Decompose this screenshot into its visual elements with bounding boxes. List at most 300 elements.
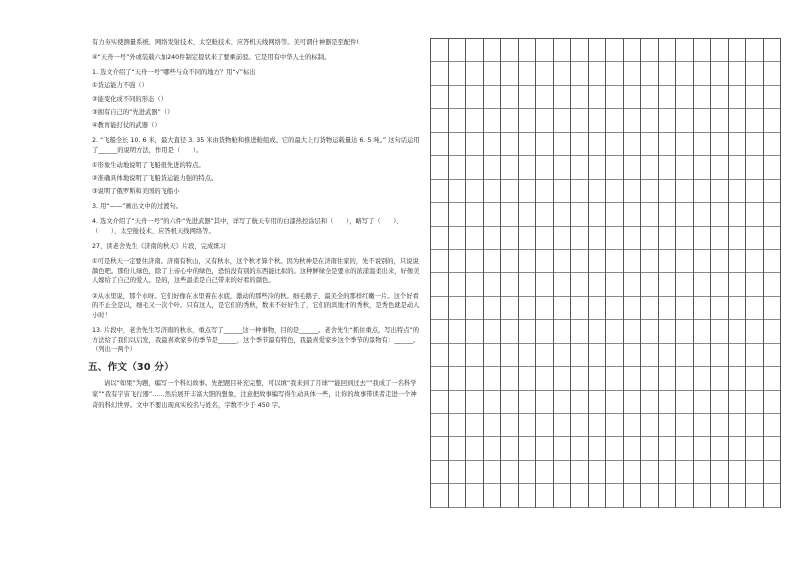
writing-cell[interactable]: [519, 203, 537, 226]
writing-cell[interactable]: [606, 367, 624, 390]
writing-cell[interactable]: [501, 109, 519, 132]
writing-cell[interactable]: [641, 484, 659, 507]
writing-cell[interactable]: [431, 414, 449, 437]
writing-cell[interactable]: [431, 203, 449, 226]
writing-cell[interactable]: [536, 133, 554, 156]
writing-cell[interactable]: [466, 156, 484, 179]
writing-cell[interactable]: [589, 461, 607, 484]
writing-cell[interactable]: [676, 461, 694, 484]
writing-cell[interactable]: [729, 133, 747, 156]
writing-cell[interactable]: [501, 156, 519, 179]
writing-cell[interactable]: [764, 344, 782, 367]
writing-cell[interactable]: [589, 203, 607, 226]
writing-cell[interactable]: [641, 62, 659, 85]
writing-cell[interactable]: [624, 273, 642, 296]
writing-cell[interactable]: [571, 437, 589, 460]
writing-cell[interactable]: [676, 133, 694, 156]
writing-cell[interactable]: [746, 344, 764, 367]
writing-cell[interactable]: [431, 320, 449, 343]
writing-cell[interactable]: [519, 109, 537, 132]
writing-cell[interactable]: [764, 203, 782, 226]
writing-cell[interactable]: [659, 227, 677, 250]
writing-cell[interactable]: [746, 367, 764, 390]
writing-cell[interactable]: [746, 39, 764, 62]
writing-cell[interactable]: [764, 39, 782, 62]
writing-cell[interactable]: [571, 320, 589, 343]
writing-cell[interactable]: [641, 250, 659, 273]
writing-cell[interactable]: [659, 86, 677, 109]
writing-cell[interactable]: [431, 297, 449, 320]
writing-cell[interactable]: [449, 109, 467, 132]
writing-cell[interactable]: [729, 273, 747, 296]
writing-cell[interactable]: [519, 227, 537, 250]
writing-cell[interactable]: [536, 320, 554, 343]
writing-cell[interactable]: [484, 227, 502, 250]
writing-cell[interactable]: [484, 344, 502, 367]
writing-cell[interactable]: [624, 367, 642, 390]
writing-cell[interactable]: [501, 250, 519, 273]
writing-cell[interactable]: [536, 391, 554, 414]
writing-cell[interactable]: [589, 86, 607, 109]
writing-cell[interactable]: [694, 297, 712, 320]
writing-cell[interactable]: [466, 367, 484, 390]
writing-cell[interactable]: [571, 367, 589, 390]
writing-cell[interactable]: [659, 250, 677, 273]
writing-cell[interactable]: [659, 297, 677, 320]
writing-cell[interactable]: [641, 367, 659, 390]
writing-cell[interactable]: [536, 367, 554, 390]
writing-cell[interactable]: [571, 86, 589, 109]
writing-cell[interactable]: [449, 62, 467, 85]
writing-cell[interactable]: [431, 461, 449, 484]
writing-cell[interactable]: [571, 62, 589, 85]
writing-cell[interactable]: [449, 133, 467, 156]
writing-cell[interactable]: [431, 86, 449, 109]
writing-cell[interactable]: [431, 227, 449, 250]
writing-cell[interactable]: [624, 344, 642, 367]
writing-cell[interactable]: [746, 414, 764, 437]
writing-cell[interactable]: [536, 39, 554, 62]
writing-cell[interactable]: [571, 273, 589, 296]
writing-cell[interactable]: [536, 109, 554, 132]
writing-cell[interactable]: [571, 297, 589, 320]
writing-cell[interactable]: [641, 344, 659, 367]
writing-cell[interactable]: [519, 367, 537, 390]
writing-cell[interactable]: [484, 391, 502, 414]
writing-cell[interactable]: [466, 109, 484, 132]
writing-cell[interactable]: [589, 133, 607, 156]
writing-cell[interactable]: [484, 273, 502, 296]
writing-cell[interactable]: [449, 320, 467, 343]
writing-cell[interactable]: [729, 320, 747, 343]
writing-cell[interactable]: [519, 461, 537, 484]
writing-cell[interactable]: [466, 484, 484, 507]
writing-cell[interactable]: [466, 391, 484, 414]
writing-cell[interactable]: [571, 484, 589, 507]
writing-cell[interactable]: [501, 39, 519, 62]
writing-cell[interactable]: [519, 437, 537, 460]
writing-cell[interactable]: [711, 367, 729, 390]
writing-cell[interactable]: [484, 437, 502, 460]
writing-cell[interactable]: [694, 320, 712, 343]
writing-cell[interactable]: [536, 86, 554, 109]
writing-cell[interactable]: [536, 437, 554, 460]
writing-cell[interactable]: [659, 203, 677, 226]
writing-cell[interactable]: [519, 414, 537, 437]
writing-cell[interactable]: [606, 86, 624, 109]
writing-cell[interactable]: [501, 297, 519, 320]
writing-cell[interactable]: [589, 227, 607, 250]
writing-cell[interactable]: [536, 203, 554, 226]
writing-cell[interactable]: [536, 156, 554, 179]
writing-cell[interactable]: [466, 320, 484, 343]
writing-cell[interactable]: [519, 297, 537, 320]
writing-cell[interactable]: [484, 320, 502, 343]
writing-cell[interactable]: [659, 367, 677, 390]
writing-cell[interactable]: [606, 273, 624, 296]
writing-cell[interactable]: [729, 391, 747, 414]
writing-cell[interactable]: [659, 62, 677, 85]
writing-cell[interactable]: [554, 203, 572, 226]
writing-cell[interactable]: [711, 203, 729, 226]
writing-cell[interactable]: [624, 391, 642, 414]
writing-cell[interactable]: [501, 133, 519, 156]
writing-cell[interactable]: [606, 133, 624, 156]
writing-cell[interactable]: [554, 437, 572, 460]
writing-cell[interactable]: [571, 391, 589, 414]
writing-cell[interactable]: [536, 461, 554, 484]
writing-cell[interactable]: [729, 109, 747, 132]
writing-cell[interactable]: [431, 437, 449, 460]
writing-cell[interactable]: [449, 86, 467, 109]
writing-cell[interactable]: [676, 250, 694, 273]
writing-cell[interactable]: [571, 250, 589, 273]
writing-cell[interactable]: [536, 414, 554, 437]
writing-cell[interactable]: [711, 227, 729, 250]
writing-cell[interactable]: [694, 86, 712, 109]
writing-cell[interactable]: [449, 39, 467, 62]
writing-cell[interactable]: [449, 180, 467, 203]
writing-cell[interactable]: [641, 109, 659, 132]
writing-cell[interactable]: [659, 344, 677, 367]
writing-cell[interactable]: [764, 227, 782, 250]
writing-cell[interactable]: [606, 437, 624, 460]
writing-cell[interactable]: [554, 39, 572, 62]
writing-cell[interactable]: [624, 461, 642, 484]
writing-cell[interactable]: [729, 250, 747, 273]
writing-cell[interactable]: [729, 227, 747, 250]
writing-cell[interactable]: [676, 297, 694, 320]
writing-cell[interactable]: [659, 391, 677, 414]
writing-cell[interactable]: [729, 414, 747, 437]
writing-cell[interactable]: [466, 39, 484, 62]
writing-cell[interactable]: [676, 203, 694, 226]
writing-cell[interactable]: [764, 133, 782, 156]
writing-cell[interactable]: [589, 250, 607, 273]
writing-cell[interactable]: [431, 39, 449, 62]
writing-cell[interactable]: [449, 344, 467, 367]
writing-cell[interactable]: [624, 86, 642, 109]
writing-cell[interactable]: [729, 461, 747, 484]
writing-cell[interactable]: [659, 273, 677, 296]
writing-cell[interactable]: [624, 484, 642, 507]
writing-cell[interactable]: [501, 437, 519, 460]
writing-cell[interactable]: [519, 156, 537, 179]
writing-cell[interactable]: [746, 156, 764, 179]
writing-cell[interactable]: [449, 273, 467, 296]
writing-cell[interactable]: [606, 461, 624, 484]
writing-cell[interactable]: [571, 156, 589, 179]
writing-cell[interactable]: [764, 484, 782, 507]
writing-cell[interactable]: [641, 227, 659, 250]
writing-cell[interactable]: [589, 344, 607, 367]
writing-cell[interactable]: [519, 62, 537, 85]
writing-cell[interactable]: [746, 320, 764, 343]
writing-cell[interactable]: [711, 180, 729, 203]
writing-cell[interactable]: [694, 62, 712, 85]
writing-cell[interactable]: [554, 320, 572, 343]
writing-cell[interactable]: [571, 180, 589, 203]
writing-cell[interactable]: [729, 484, 747, 507]
writing-cell[interactable]: [431, 250, 449, 273]
writing-cell[interactable]: [431, 273, 449, 296]
writing-cell[interactable]: [554, 227, 572, 250]
writing-cell[interactable]: [624, 320, 642, 343]
writing-cell[interactable]: [764, 461, 782, 484]
writing-cell[interactable]: [764, 250, 782, 273]
writing-cell[interactable]: [606, 109, 624, 132]
writing-cell[interactable]: [659, 156, 677, 179]
writing-cell[interactable]: [641, 320, 659, 343]
writing-cell[interactable]: [624, 180, 642, 203]
writing-cell[interactable]: [466, 180, 484, 203]
writing-cell[interactable]: [606, 391, 624, 414]
writing-cell[interactable]: [624, 109, 642, 132]
writing-cell[interactable]: [589, 437, 607, 460]
writing-cell[interactable]: [519, 273, 537, 296]
writing-cell[interactable]: [641, 391, 659, 414]
writing-cell[interactable]: [711, 109, 729, 132]
writing-cell[interactable]: [624, 133, 642, 156]
writing-cell[interactable]: [484, 414, 502, 437]
writing-cell[interactable]: [624, 297, 642, 320]
writing-cell[interactable]: [659, 484, 677, 507]
writing-cell[interactable]: [624, 250, 642, 273]
writing-cell[interactable]: [746, 273, 764, 296]
writing-cell[interactable]: [484, 156, 502, 179]
writing-cell[interactable]: [711, 250, 729, 273]
writing-cell[interactable]: [501, 344, 519, 367]
writing-cell[interactable]: [711, 391, 729, 414]
writing-cell[interactable]: [694, 180, 712, 203]
writing-cell[interactable]: [431, 109, 449, 132]
writing-cell[interactable]: [729, 203, 747, 226]
writing-cell[interactable]: [449, 227, 467, 250]
writing-cell[interactable]: [676, 62, 694, 85]
writing-cell[interactable]: [676, 344, 694, 367]
writing-cell[interactable]: [764, 273, 782, 296]
writing-cell[interactable]: [641, 156, 659, 179]
writing-cell[interactable]: [484, 109, 502, 132]
writing-cell[interactable]: [711, 344, 729, 367]
writing-cell[interactable]: [466, 414, 484, 437]
writing-cell[interactable]: [746, 203, 764, 226]
writing-cell[interactable]: [676, 437, 694, 460]
writing-cell[interactable]: [606, 156, 624, 179]
writing-cell[interactable]: [519, 391, 537, 414]
writing-cell[interactable]: [501, 203, 519, 226]
writing-cell[interactable]: [501, 461, 519, 484]
writing-cell[interactable]: [484, 39, 502, 62]
writing-cell[interactable]: [466, 297, 484, 320]
writing-cell[interactable]: [694, 437, 712, 460]
writing-cell[interactable]: [746, 437, 764, 460]
writing-cell[interactable]: [746, 227, 764, 250]
writing-cell[interactable]: [729, 437, 747, 460]
writing-cell[interactable]: [676, 86, 694, 109]
writing-cell[interactable]: [764, 391, 782, 414]
writing-cell[interactable]: [536, 273, 554, 296]
writing-cell[interactable]: [694, 133, 712, 156]
writing-cell[interactable]: [431, 367, 449, 390]
writing-cell[interactable]: [484, 62, 502, 85]
writing-cell[interactable]: [606, 484, 624, 507]
writing-cell[interactable]: [466, 62, 484, 85]
writing-cell[interactable]: [536, 297, 554, 320]
writing-cell[interactable]: [449, 437, 467, 460]
writing-cell[interactable]: [711, 297, 729, 320]
writing-cell[interactable]: [711, 86, 729, 109]
writing-cell[interactable]: [449, 297, 467, 320]
writing-cell[interactable]: [536, 180, 554, 203]
writing-cell[interactable]: [641, 133, 659, 156]
writing-cell[interactable]: [554, 250, 572, 273]
writing-cell[interactable]: [729, 297, 747, 320]
writing-cell[interactable]: [729, 156, 747, 179]
writing-cell[interactable]: [571, 414, 589, 437]
writing-cell[interactable]: [466, 203, 484, 226]
writing-cell[interactable]: [484, 484, 502, 507]
writing-cell[interactable]: [694, 414, 712, 437]
writing-cell[interactable]: [484, 203, 502, 226]
writing-cell[interactable]: [764, 297, 782, 320]
writing-cell[interactable]: [501, 367, 519, 390]
writing-cell[interactable]: [624, 414, 642, 437]
writing-cell[interactable]: [694, 273, 712, 296]
writing-cell[interactable]: [764, 367, 782, 390]
writing-cell[interactable]: [536, 250, 554, 273]
writing-cell[interactable]: [466, 250, 484, 273]
writing-cell[interactable]: [711, 437, 729, 460]
writing-cell[interactable]: [501, 414, 519, 437]
writing-cell[interactable]: [694, 156, 712, 179]
writing-cell[interactable]: [641, 273, 659, 296]
writing-cell[interactable]: [659, 109, 677, 132]
writing-cell[interactable]: [431, 62, 449, 85]
writing-cell[interactable]: [711, 156, 729, 179]
writing-cell[interactable]: [694, 109, 712, 132]
writing-cell[interactable]: [554, 273, 572, 296]
writing-cell[interactable]: [606, 180, 624, 203]
writing-cell[interactable]: [466, 461, 484, 484]
writing-cell[interactable]: [641, 180, 659, 203]
writing-cell[interactable]: [676, 109, 694, 132]
writing-cell[interactable]: [746, 133, 764, 156]
writing-cell[interactable]: [694, 39, 712, 62]
writing-cell[interactable]: [694, 203, 712, 226]
writing-cell[interactable]: [694, 227, 712, 250]
writing-cell[interactable]: [519, 250, 537, 273]
writing-cell[interactable]: [501, 484, 519, 507]
writing-cell[interactable]: [641, 461, 659, 484]
writing-cell[interactable]: [606, 344, 624, 367]
writing-cell[interactable]: [554, 62, 572, 85]
writing-cell[interactable]: [659, 461, 677, 484]
writing-cell[interactable]: [571, 39, 589, 62]
writing-cell[interactable]: [676, 156, 694, 179]
writing-cell[interactable]: [606, 320, 624, 343]
writing-cell[interactable]: [606, 250, 624, 273]
writing-cell[interactable]: [501, 320, 519, 343]
writing-cell[interactable]: [466, 227, 484, 250]
writing-cell[interactable]: [554, 156, 572, 179]
writing-cell[interactable]: [624, 203, 642, 226]
writing-cell[interactable]: [589, 62, 607, 85]
writing-cell[interactable]: [746, 250, 764, 273]
writing-cell[interactable]: [659, 414, 677, 437]
writing-cell[interactable]: [764, 86, 782, 109]
writing-cell[interactable]: [431, 391, 449, 414]
writing-cell[interactable]: [659, 133, 677, 156]
writing-cell[interactable]: [694, 344, 712, 367]
writing-cell[interactable]: [571, 133, 589, 156]
writing-cell[interactable]: [589, 320, 607, 343]
writing-cell[interactable]: [676, 39, 694, 62]
writing-cell[interactable]: [536, 62, 554, 85]
writing-cell[interactable]: [676, 320, 694, 343]
writing-cell[interactable]: [554, 109, 572, 132]
writing-cell[interactable]: [746, 62, 764, 85]
writing-cell[interactable]: [554, 367, 572, 390]
writing-cell[interactable]: [536, 227, 554, 250]
writing-cell[interactable]: [554, 180, 572, 203]
writing-cell[interactable]: [624, 437, 642, 460]
writing-cell[interactable]: [764, 109, 782, 132]
writing-cell[interactable]: [554, 461, 572, 484]
writing-cell[interactable]: [729, 367, 747, 390]
writing-cell[interactable]: [641, 297, 659, 320]
writing-cell[interactable]: [624, 39, 642, 62]
writing-cell[interactable]: [694, 250, 712, 273]
writing-cell[interactable]: [536, 344, 554, 367]
writing-cell[interactable]: [764, 156, 782, 179]
writing-cell[interactable]: [501, 180, 519, 203]
writing-cell[interactable]: [676, 414, 694, 437]
writing-cell[interactable]: [554, 133, 572, 156]
writing-cell[interactable]: [746, 461, 764, 484]
writing-cell[interactable]: [711, 273, 729, 296]
writing-cell[interactable]: [764, 414, 782, 437]
writing-cell[interactable]: [571, 203, 589, 226]
writing-cell[interactable]: [466, 133, 484, 156]
writing-cell[interactable]: [641, 437, 659, 460]
writing-cell[interactable]: [606, 203, 624, 226]
writing-cell[interactable]: [711, 320, 729, 343]
writing-cell[interactable]: [764, 180, 782, 203]
writing-cell[interactable]: [676, 180, 694, 203]
writing-cell[interactable]: [641, 414, 659, 437]
writing-cell[interactable]: [711, 484, 729, 507]
